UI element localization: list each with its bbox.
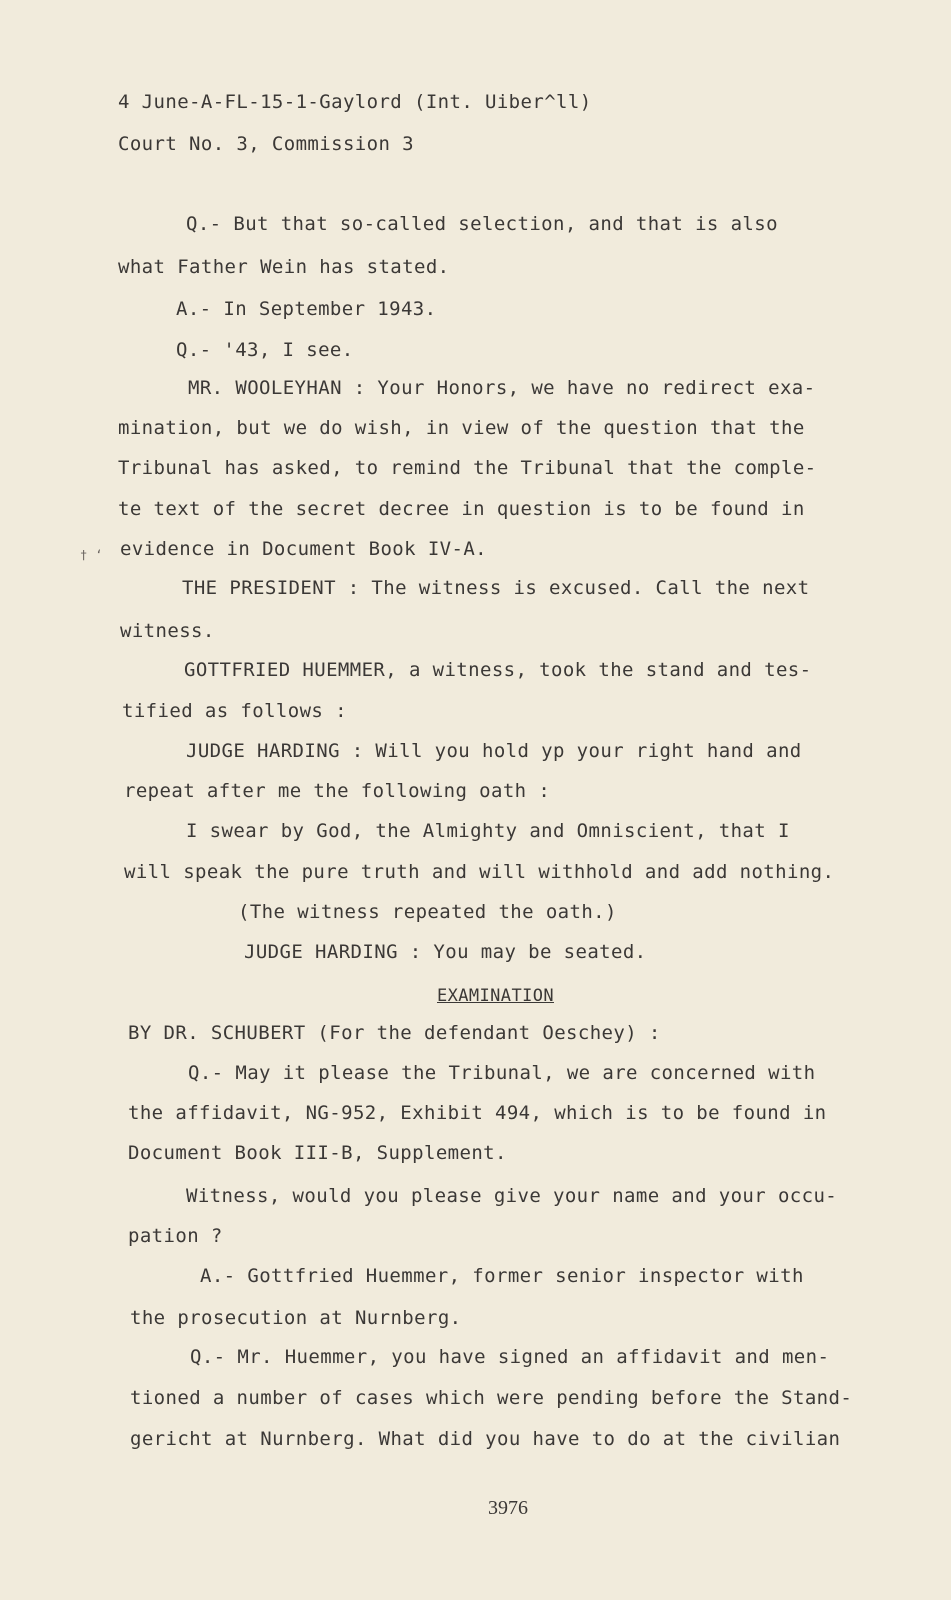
text-line: Document Book III-B, Supplement. [128, 1142, 507, 1164]
text-line: JUDGE HARDING : Will you hold yp your right hand and [186, 740, 802, 762]
text-line: witness. [120, 620, 215, 642]
text-line: tioned a number of cases which were pending before the Stand- [130, 1387, 853, 1409]
text-line: JUDGE HARDING : You may be seated. [244, 941, 647, 963]
section-heading: EXAMINATION [437, 986, 554, 1006]
text-line: A.- In September 1943. [176, 298, 437, 320]
text-line: Q.- But that so-called selection, and that is also [186, 213, 778, 235]
text-line: tified as follows : [122, 700, 347, 722]
text-line: Q.- '43, I see. [176, 339, 354, 361]
text-line: BY DR. SCHUBERT (For the defendant Oeschey) : [128, 1022, 661, 1044]
text-line: Witness, would you please give your name and your occu- [186, 1185, 838, 1207]
text-line: Q.- Mr. Huemmer, you have signed an affidavit and men- [190, 1346, 830, 1368]
text-line: Tribunal has asked, to remind the Tribunal that the comple- [118, 457, 817, 479]
text-line: repeat after me the following oath : [124, 780, 551, 802]
text-line: Q.- May it please the Tribunal, we are concerned with [188, 1062, 816, 1084]
page-number: 3976 [488, 1497, 528, 1519]
header-line-2: Court No. 3, Commission 3 [118, 133, 414, 155]
text-line: mination, but we do wish, in view of the question that the [118, 417, 805, 439]
text-line: the affidavit, NG-952, Exhibit 494, which is to be found in [128, 1102, 827, 1124]
text-line: GOTTFRIED HUEMMER, a witness, took the stand and tes- [184, 659, 812, 681]
text-line: pation ? [128, 1225, 223, 1247]
margin-mark: † ‘ [80, 548, 103, 562]
text-line: the prosecution at Nurnberg. [130, 1307, 462, 1329]
text-line: I swear by God, the Almighty and Omniscient, that I [186, 820, 790, 842]
text-line: what Father Wein has stated. [118, 256, 450, 278]
header-line-1: 4 June-A-FL-15-1-Gaylord (Int. Uiber^ll) [118, 91, 592, 113]
text-line: te text of the secret decree in question is to be found in [118, 498, 805, 520]
text-line: will speak the pure truth and will withhold and add nothing. [124, 861, 835, 883]
text-line: evidence in Document Book IV-A. [120, 538, 488, 560]
text-line: MR. WOOLEYHAN : Your Honors, we have no redirect exa- [188, 377, 816, 399]
text-line: gericht at Nurnberg. What did you have to do at the civilian [130, 1428, 841, 1450]
text-line: A.- Gottfried Huemmer, former senior inspector with [200, 1265, 804, 1287]
text-line: THE PRESIDENT : The witness is excused. Call the next [182, 577, 810, 599]
text-line: (The witness repeated the oath.) [238, 901, 617, 923]
